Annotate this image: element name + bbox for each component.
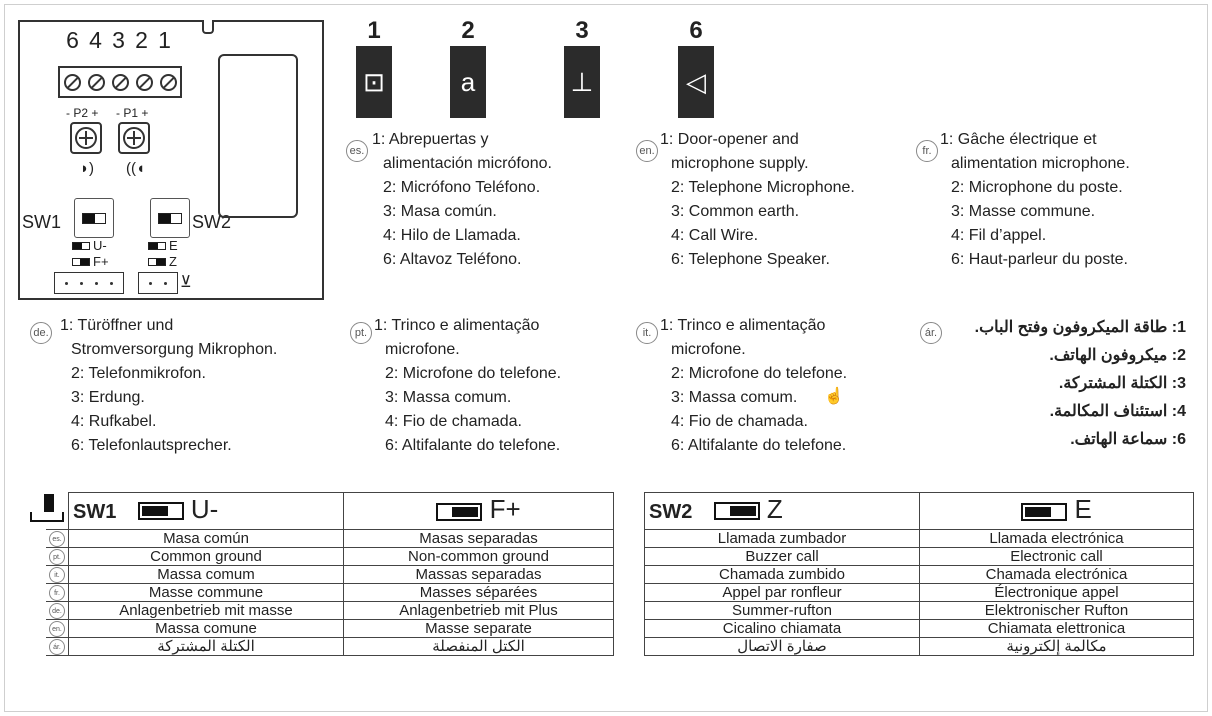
pin-number: 1: [158, 27, 173, 53]
sw1-header-u: SW1 U-: [69, 493, 344, 530]
speaker-icon: ◁: [678, 46, 714, 118]
sw2-switch: [150, 198, 190, 238]
sw1-table: [46, 492, 614, 656]
mouth-icon: ((◖: [126, 160, 146, 177]
door-opener-icon: ⊡: [356, 46, 392, 118]
ear-icon: ◗): [80, 160, 95, 177]
sw2-header-z: SW2 Z: [645, 493, 920, 530]
sw2-table: [644, 492, 1194, 656]
screw-icon: [160, 74, 177, 91]
lang-badge-ar: ár.: [920, 322, 942, 344]
potentiometer-p1-icon: [118, 122, 150, 154]
board-notch: [202, 20, 214, 34]
screw-icon: [88, 74, 105, 91]
lang-badge-pt: pt.: [350, 322, 372, 344]
table-row: Cicalino chiamata Chiamata elettronica: [645, 620, 1194, 638]
relay-component: [218, 54, 298, 218]
legend-de: 1: Türöffner und Stromversorgung Mikrophon. 2: Telefonmikrofon. 3: Erdung. 4: Rufkabel. 6: Telefonlautsprecher.: [60, 317, 278, 454]
switch-left-icon: [1021, 503, 1067, 521]
table-row: pt. Common ground Non-common ground: [46, 548, 614, 566]
pin-6: 6 ◁: [678, 18, 714, 118]
pin-number: 4: [89, 27, 104, 53]
table-row: fr. Masse commune Masses séparées: [46, 584, 614, 602]
connector-2pin: [138, 272, 178, 294]
switch-right-icon: [714, 502, 760, 520]
terminal-block: [58, 66, 182, 98]
sw1-label: SW1: [22, 212, 62, 232]
table-row: ár. الكتلة المشتركة الكتل المنفصلة: [46, 638, 614, 656]
legend-it: 1: Trinco e alimentação microfone. 2: Microfone do telefone. 3: Massa comum. 4: Fio de chamada. 6: Altifalante do telefone.: [660, 317, 848, 454]
lang-badge-en: en.: [636, 140, 658, 162]
sw2-legend-e: E: [148, 238, 178, 253]
pin-number: 3: [112, 27, 127, 53]
legend-ar: 1: طاقة الميكروفون وفتح الباب. 2: ميكروفون الهاتف. 3: الكتلة المشتركة. 4: استئناف المكالمة. 6: سماعة الهاتف.: [974, 319, 1186, 448]
legend-en: 1: Door-opener and microphone supply. 2: Telephone Microphone. 3: Common earth. 4: Call Wire. 6: Telephone Speaker.: [660, 131, 855, 268]
pin-number: 2: [135, 27, 150, 53]
table-row: it. Massa comum Massas separadas: [46, 566, 614, 584]
connector-4pin: [54, 272, 124, 294]
switch-left-icon: [138, 502, 184, 520]
sw1-legend-u: U-: [72, 238, 107, 253]
lang-badge-es: es.: [346, 140, 368, 162]
legend-pt: 1: Trinco e alimentação microfone. 2: Microfone do telefone. 3: Massa comum. 4: Fio de chamada. 6: Altifalante do telefone.: [374, 317, 562, 454]
legend-fr: 1: Gâche électrique et alimentation microphone. 2: Microphone du poste. 3: Masse commune. 4: Fil d’appel. 6: Haut-parleur du poste.: [940, 131, 1130, 268]
ground-icon: ⊥: [564, 46, 600, 118]
sw2-header-e: E: [920, 493, 1194, 530]
pin-3: 3 ⊥: [564, 18, 600, 118]
hand-cursor-icon: ☝: [824, 388, 844, 405]
sw2-label: SW2: [192, 212, 232, 232]
sw1-table-title: SW1: [73, 501, 117, 523]
table-row: de. Anlagenbetrieb mit masse Anlagenbetrieb mit Plus: [46, 602, 614, 620]
sw2-table-title: SW2: [649, 501, 693, 523]
table-row: Summer-rufton Elektronischer Rufton: [645, 602, 1194, 620]
legend-es: 1: Abrepuertas y alimentación micrófono. 2: Micrófono Teléfono. 3: Masa común. 4: Hilo de Llamada. 6: Altavoz Teléfono.: [372, 131, 552, 268]
p1-label: - P1 +: [116, 106, 149, 120]
lang-badge-fr: fr.: [916, 140, 938, 162]
table-row: es. Masa común Masas separadas: [46, 530, 614, 548]
table-row: Chamada zumbido Chamada electrónica: [645, 566, 1194, 584]
buzzer-icon: ⊻: [180, 274, 192, 291]
table-row: Appel par ronfleur Électronique appel: [645, 584, 1194, 602]
table-row: Llamada zumbador Llamada electrónica: [645, 530, 1194, 548]
screw-icon: [112, 74, 129, 91]
table-row: صفارة الاتصال مكالمة إلكترونية: [645, 638, 1194, 656]
screw-icon: [136, 74, 153, 91]
sw2-legend-z: Z: [148, 254, 177, 269]
terminal-pin-numbers: [62, 27, 177, 54]
pin-2: 2 a: [450, 18, 486, 118]
p2-label: - P2 +: [66, 106, 99, 120]
screw-icon: [64, 74, 81, 91]
sw1-switch: [74, 198, 114, 238]
microphone-icon: a: [450, 46, 486, 118]
lang-badge-de: de.: [30, 322, 52, 344]
table-row: Buzzer call Electronic call: [645, 548, 1194, 566]
pin-symbols: [340, 18, 720, 138]
pin-1: 1 ⊡: [356, 18, 392, 118]
switch-right-icon: [436, 503, 482, 521]
table-row: en. Massa comune Masse separate: [46, 620, 614, 638]
circuit-board-diagram: [18, 20, 324, 300]
sw1-legend-f: F+: [72, 254, 109, 269]
pin-number: 6: [66, 27, 81, 53]
potentiometer-p2-icon: [70, 122, 102, 154]
lang-badge-it: it.: [636, 322, 658, 344]
sw1-header-f: F+: [344, 493, 614, 530]
